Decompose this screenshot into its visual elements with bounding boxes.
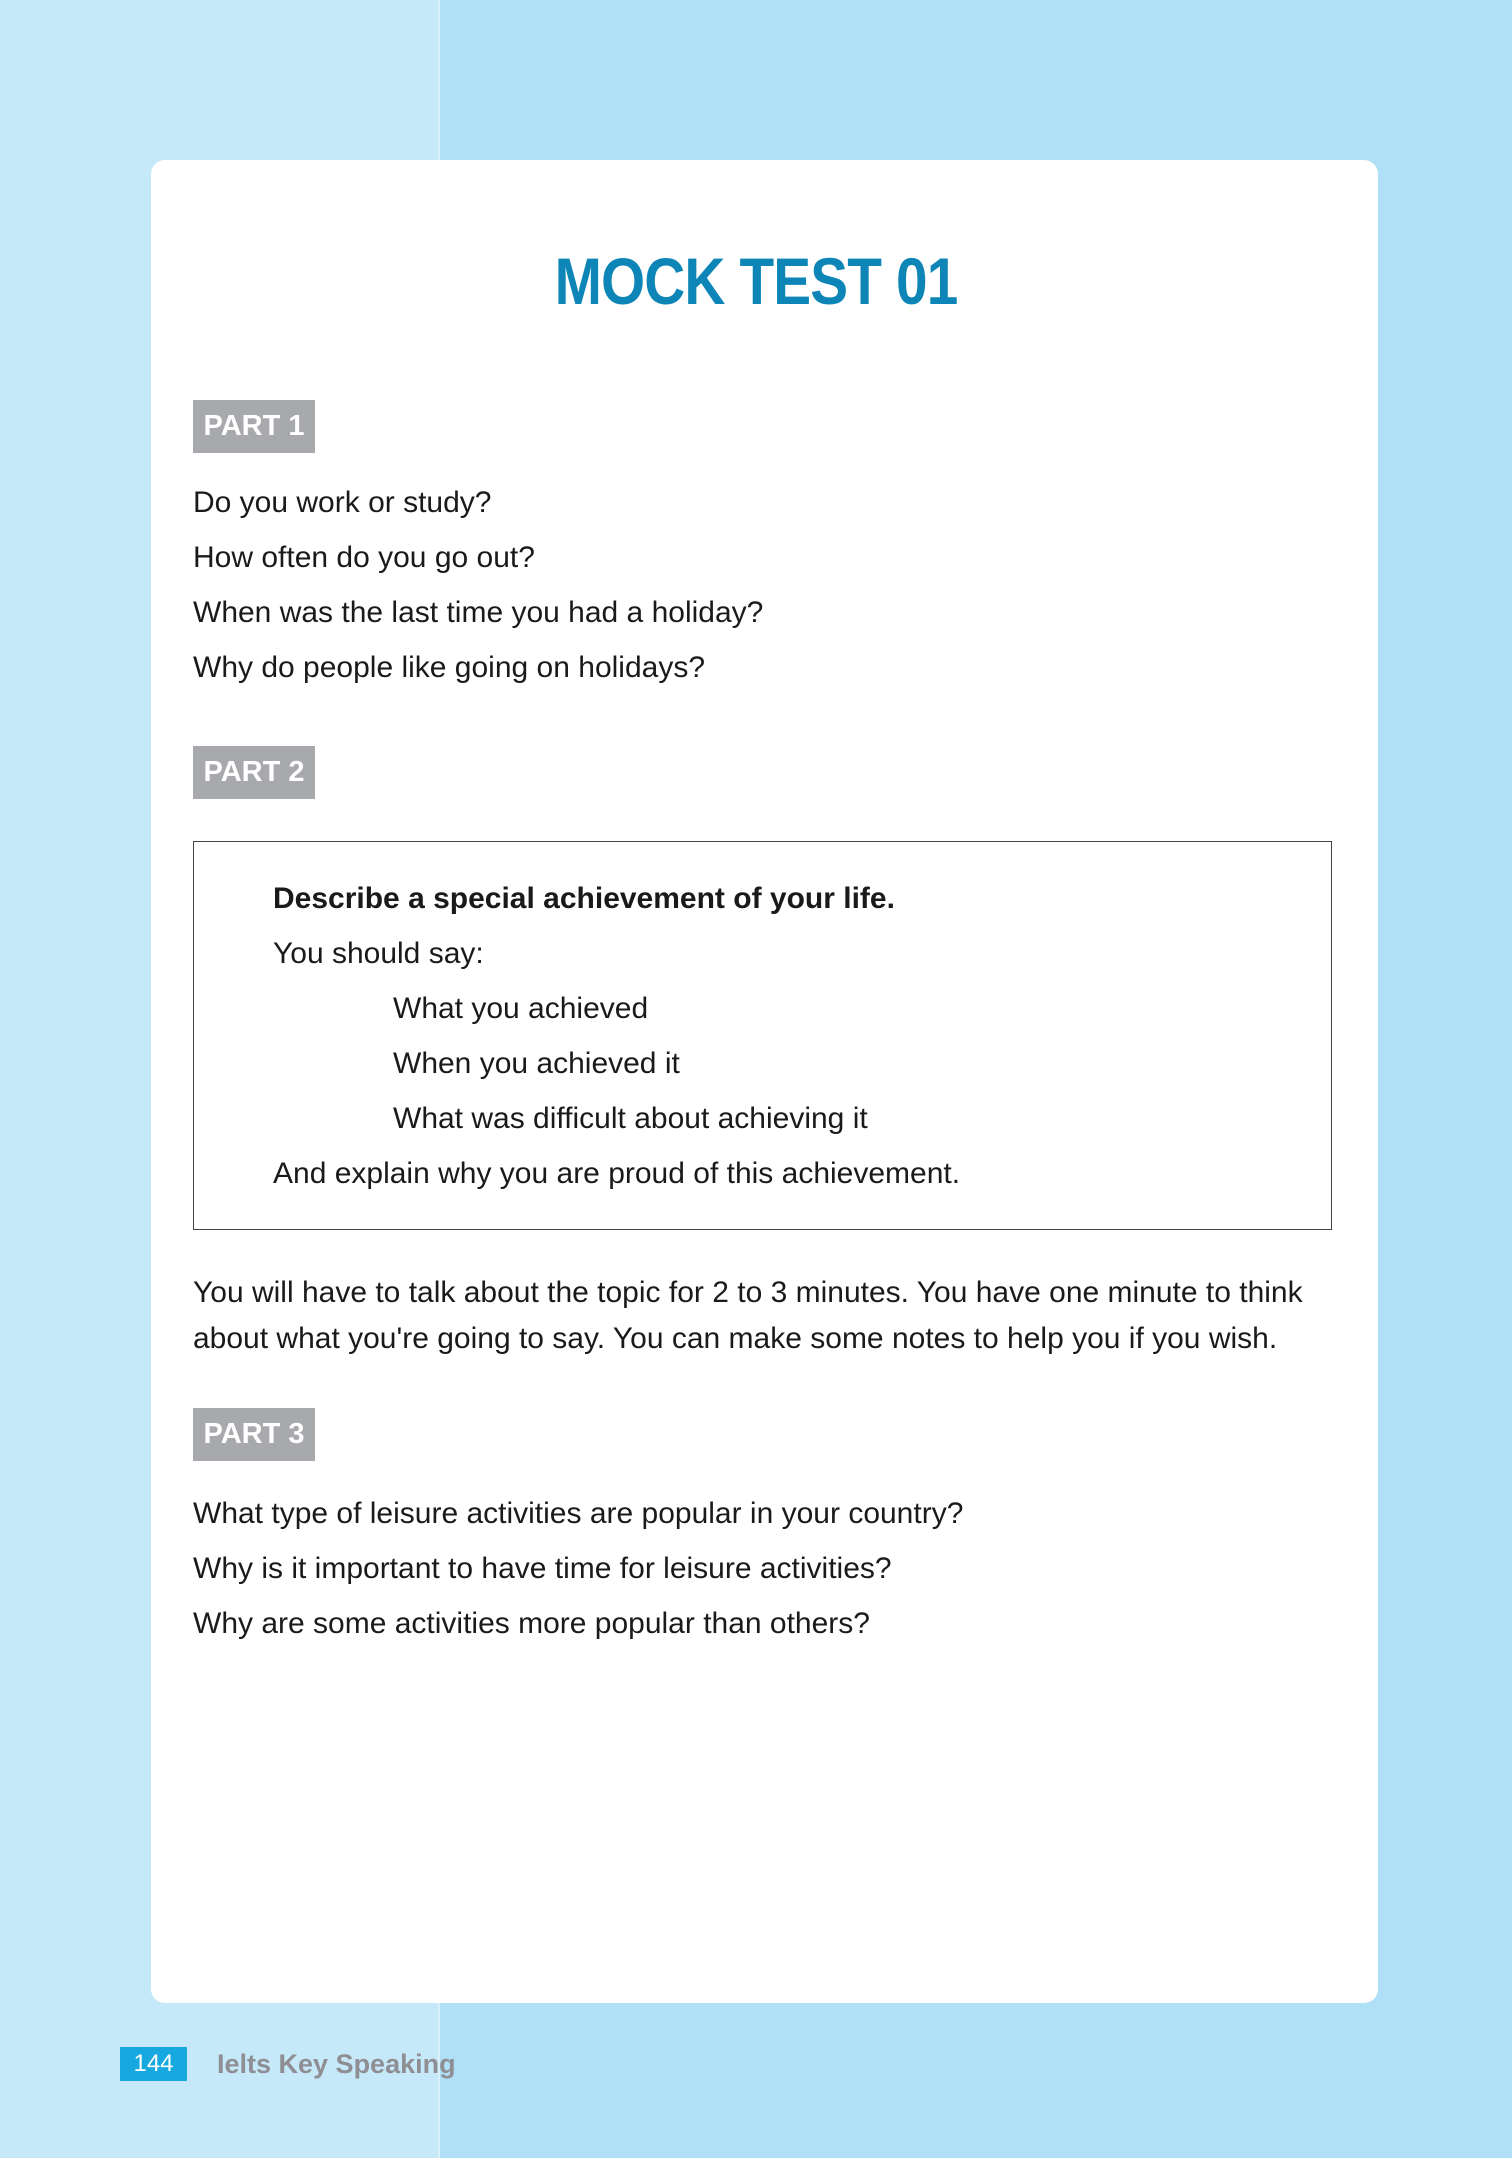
page-title: MOCK TEST 01 xyxy=(554,244,958,318)
question-item: Why are some activities more popular than others? xyxy=(193,1607,870,1640)
question-item: How often do you go out? xyxy=(193,541,535,574)
part-2-instructions: You will have to talk about the topic for 2 to 3 minutes. You have one minute to think about what you're going to say. You can make some notes to help you if you wish. xyxy=(193,1276,1303,1355)
cue-card-closing: And explain why you are proud of this achievement. xyxy=(273,1157,961,1190)
cue-card xyxy=(193,841,1332,1230)
cue-card-heading: Describe a special achievement of your life. xyxy=(273,882,895,915)
question-item: Why is it important to have time for leisure activities? xyxy=(193,1552,892,1585)
question-item: Do you work or study? xyxy=(193,486,492,519)
question-item: What type of leisure activities are popular in your country? xyxy=(193,1497,964,1530)
part-3-label: PART 3 xyxy=(193,1408,315,1461)
question-item: Why do people like going on holidays? xyxy=(193,651,706,684)
cue-card-point: What you achieved xyxy=(393,992,649,1025)
part-1-label: PART 1 xyxy=(193,400,315,453)
cue-card-intro: You should say: xyxy=(273,937,484,970)
part-1-questions xyxy=(193,482,763,702)
cue-card-point: What was difficult about achieving it xyxy=(393,1102,868,1135)
page-number: 144 xyxy=(120,2047,187,2081)
part-2-label: PART 2 xyxy=(193,746,315,799)
book-title: Ielts Key Speaking xyxy=(217,2049,456,2079)
part-3-questions xyxy=(193,1493,963,1658)
question-item: When was the last time you had a holiday? xyxy=(193,596,764,629)
cue-card-point: When you achieved it xyxy=(393,1047,680,1080)
